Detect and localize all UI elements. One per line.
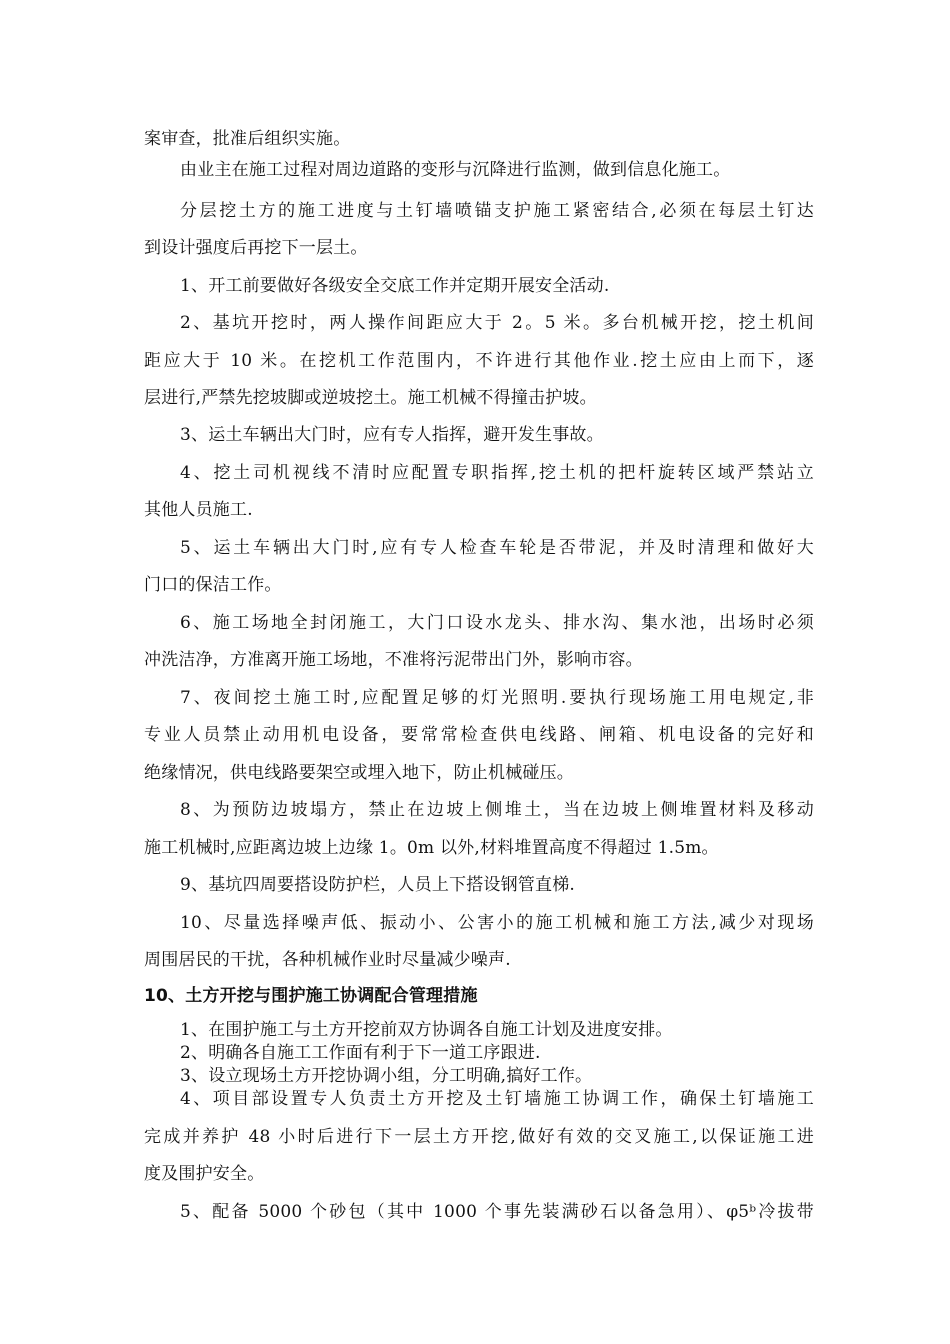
list-item-line: 专业人员禁止动用机电设备，要常常检查供电线路、闸箱、机电设备的完好和 bbox=[144, 725, 814, 745]
list-item-line: 层进行,严禁先挖坡脚或逆坡挖土。施工机械不得撞击护坡。 bbox=[144, 388, 597, 408]
list-item-line: 2、基坑开挖时，两人操作间距应大于 2。5 米。多台机械开挖，挖土机间 bbox=[180, 313, 814, 333]
paragraph-line: 到设计强度后再挖下一层土。 bbox=[144, 238, 368, 258]
list-item-line: 5、运土车辆出大门时,应有专人检查车轮是否带泥，并及时清理和做好大 bbox=[180, 538, 814, 558]
list-item-line: 周围居民的干扰，各种机械作业时尽量减少噪声. bbox=[144, 950, 511, 970]
list-item-line: 7、夜间挖土施工时,应配置足够的灯光照明.要执行现场施工用电规定,非 bbox=[180, 688, 814, 708]
list-item-line: 1、开工前要做好各级安全交底工作并定期开展安全活动. bbox=[180, 276, 610, 296]
list-item-line: 6、施工场地全封闭施工，大门口设水龙头、排水沟、集水池，出场时必须 bbox=[180, 613, 814, 633]
paragraph-line: 分层挖土方的施工进度与土钉墙喷锚支护施工紧密结合,必须在每层土钉达 bbox=[180, 201, 814, 221]
list-item-line: 绝缘情况，供电线路要架空或埋入地下，防止机械碰压。 bbox=[144, 763, 574, 783]
list-item-line: 其他人员施工. bbox=[144, 500, 253, 520]
list-item-line: 1、在围护施工与土方开挖前双方协调各自施工计划及进度安排。 bbox=[180, 1020, 673, 1040]
list-item-line: 4、项目部设置专人负责土方开挖及土钉墙施工协调工作，确保土钉墙施工 bbox=[180, 1089, 814, 1109]
paragraph-line: 由业主在施工过程对周边道路的变形与沉降进行监测，做到信息化施工。 bbox=[180, 160, 731, 180]
list-item-line: 完成并养护 48 小时后进行下一层土方开挖,做好有效的交叉施工,以保证施工进 bbox=[144, 1127, 814, 1147]
list-item-line: 9、基坑四周要搭设防护栏，人员上下搭设钢管直梯. bbox=[180, 875, 576, 895]
section-heading: 10、土方开挖与围护施工协调配合管理措施 bbox=[144, 986, 478, 1006]
list-item-line: 5、配备 5000 个砂包（其中 1000 个事先装满砂石以备急用）、φ5ᵇ冷拔带 bbox=[180, 1202, 814, 1222]
list-item-line: 3、运土车辆出大门时，应有专人指挥，避开发生事故。 bbox=[180, 425, 604, 445]
list-item-line: 度及围护安全。 bbox=[144, 1164, 265, 1184]
list-item-line: 4、挖土司机视线不清时应配置专职指挥,挖土机的把杆旋转区域严禁站立 bbox=[180, 463, 814, 483]
list-item-line: 10、尽量选择噪声低、振动小、公害小的施工机械和施工方法,减少对现场 bbox=[180, 913, 814, 933]
list-item-line: 门口的保洁工作。 bbox=[144, 575, 282, 595]
list-item-line: 3、设立现场土方开挖协调小组，分工明确,搞好工作。 bbox=[180, 1066, 593, 1086]
paragraph-line: 案审查，批准后组织实施。 bbox=[144, 129, 351, 149]
list-item-line: 8、为预防边坡塌方，禁止在边坡上侧堆土，当在边坡上侧堆置材料及移动 bbox=[180, 800, 814, 820]
list-item-line: 距应大于 10 米。在挖机工作范围内，不许进行其他作业.挖土应由上而下，逐 bbox=[144, 351, 814, 371]
list-item-line: 2、明确各自施工工作面有利于下一道工序跟进. bbox=[180, 1043, 541, 1063]
list-item-line: 冲洗洁净，方准离开施工场地，不准将污泥带出门外，影响市容。 bbox=[144, 650, 643, 670]
list-item-line: 施工机械时,应距离边坡上边缘 1。0m 以外,材料堆置高度不得超过 1.5m。 bbox=[144, 838, 719, 858]
